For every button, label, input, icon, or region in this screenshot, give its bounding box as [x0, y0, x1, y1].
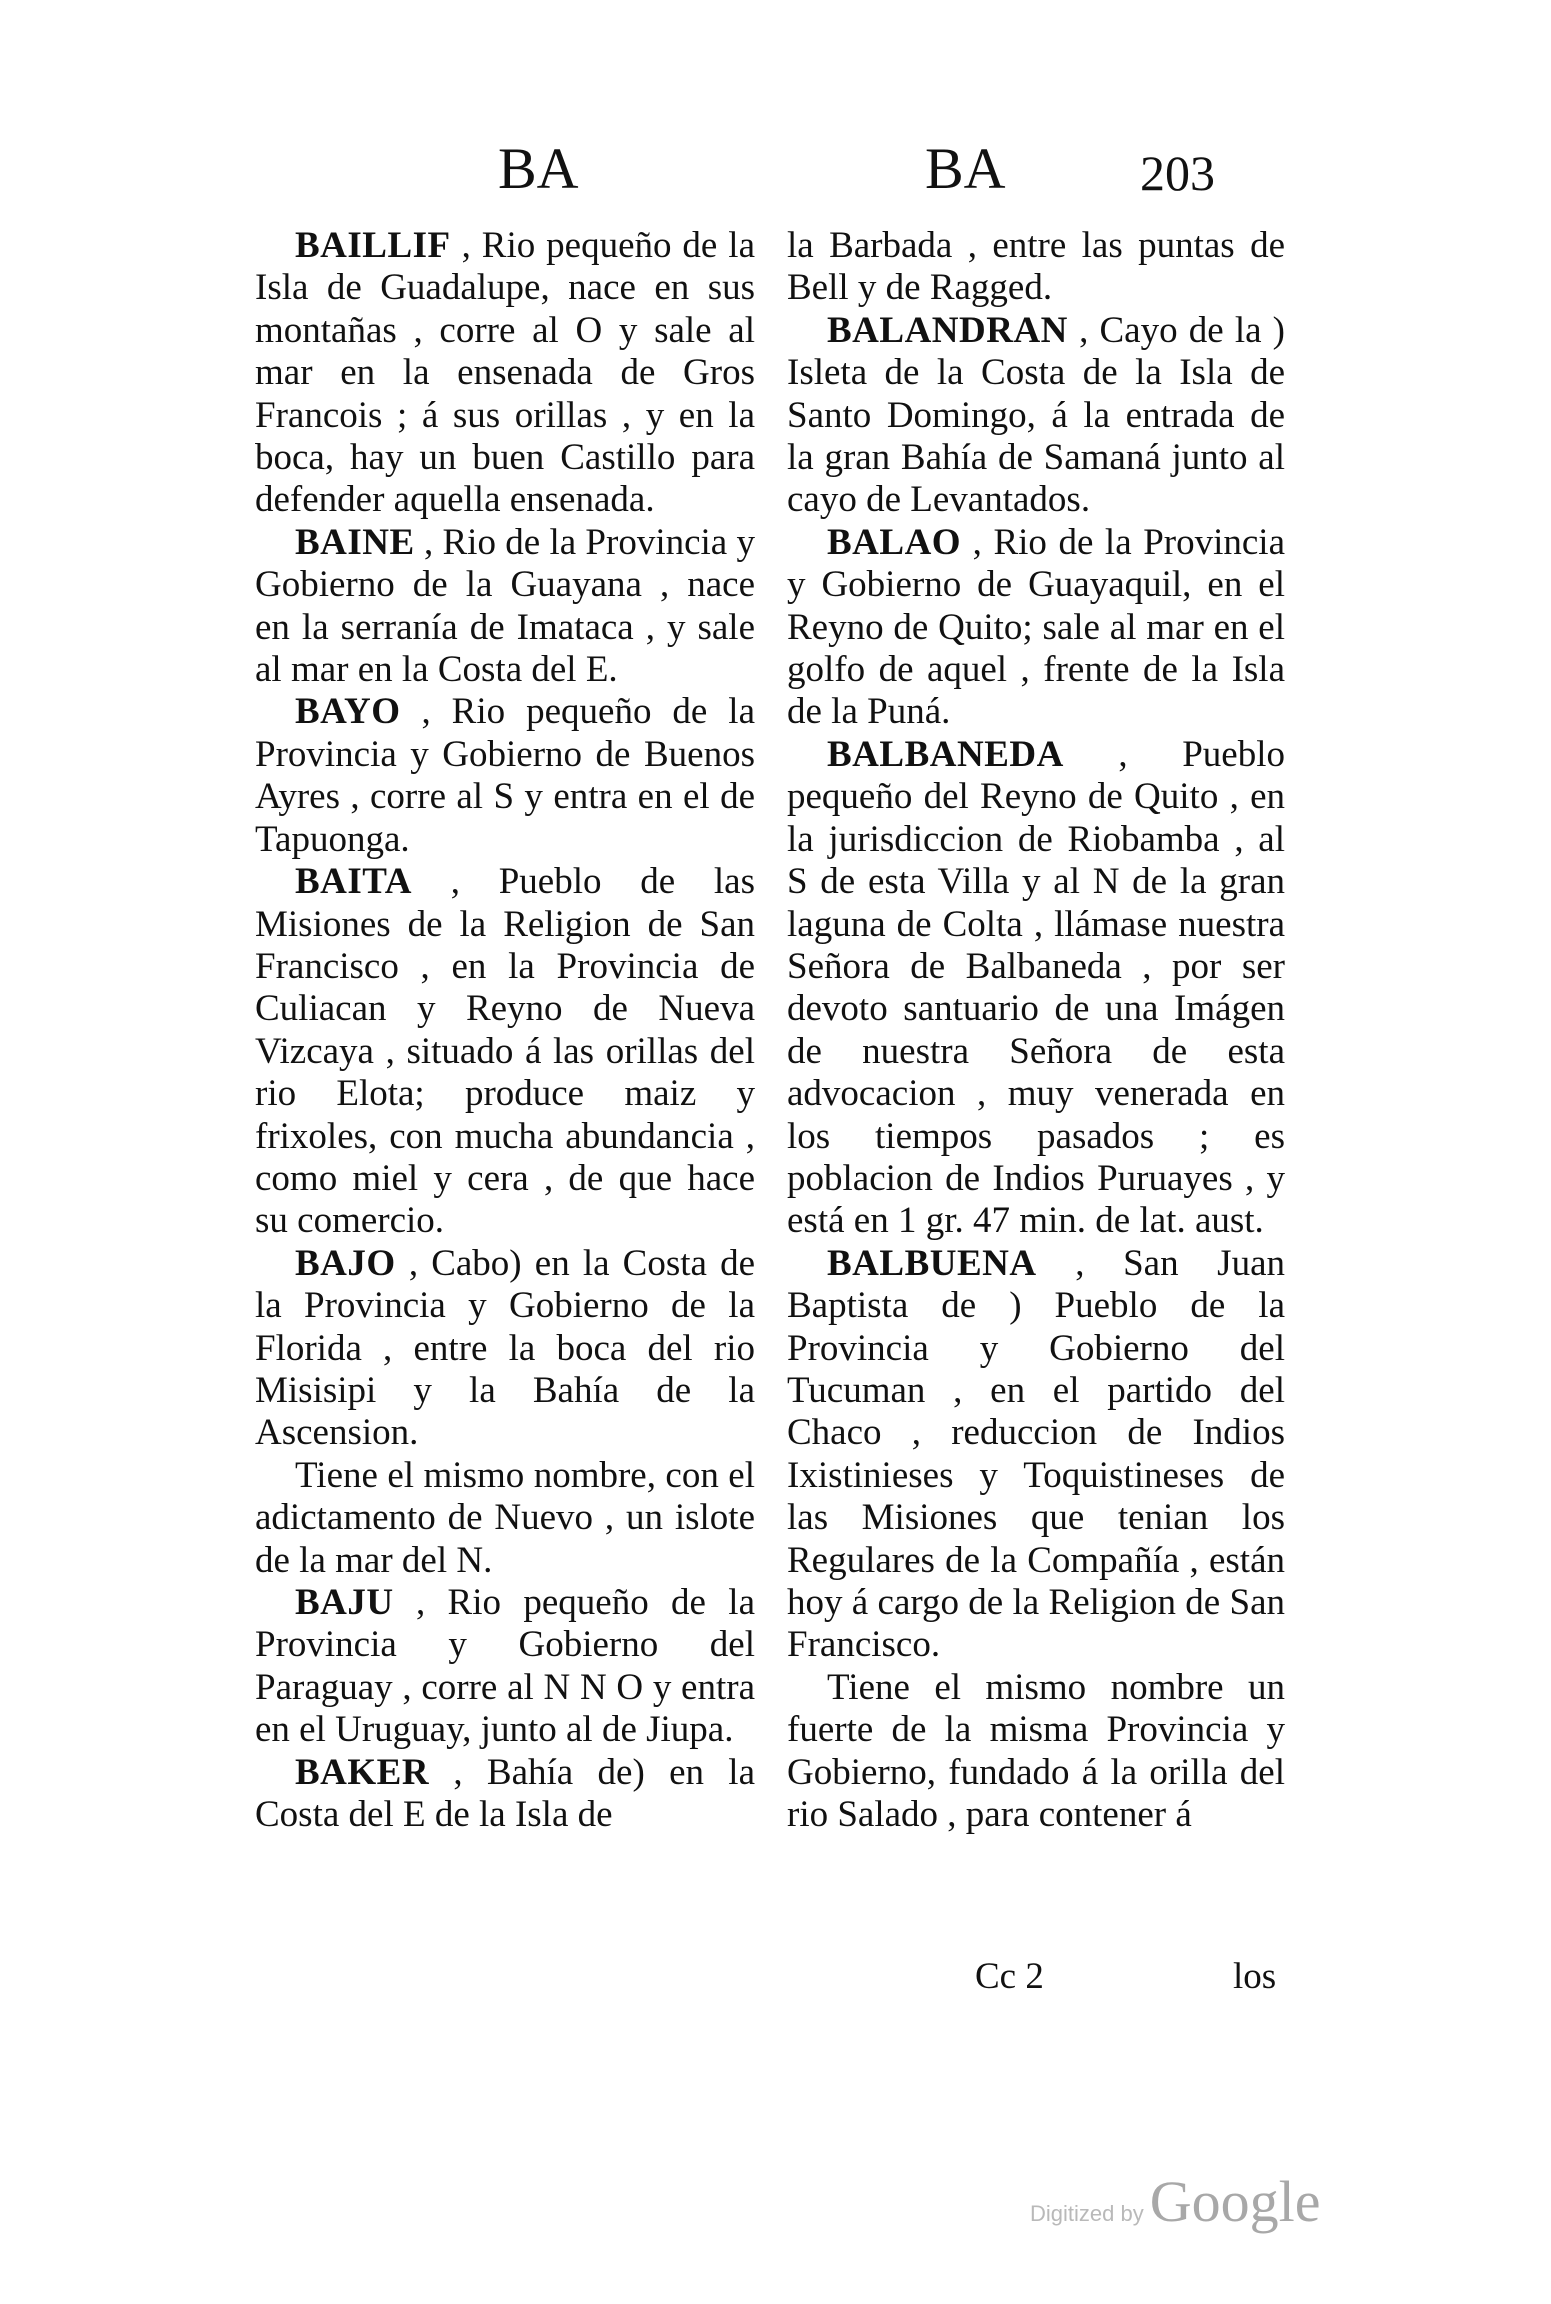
entry-headword: BAYO — [295, 691, 401, 733]
entry-baita — [255, 861, 755, 1243]
entry-text: , San Juan Baptista de ) Pueblo de la Provincia y Gobierno del Tucuman , en el partido del Chaco , reduccion de Indios Ixistinieses y Toquistineses de las Misiones que tenian los Regulares de la Compañía , están hoy á cargo de la Religion de San Francisco. — [787, 1242, 1285, 1666]
entry-balao — [787, 522, 1285, 734]
left-column — [255, 225, 755, 1836]
entry-balandran — [787, 310, 1285, 522]
entry-text: , Rio pequeño de la Provincia y Gobierno de Buenos Ayres , corre al S y entra en el de Tapuonga. — [255, 691, 755, 860]
entry-baju — [255, 1582, 755, 1752]
entry-headword: BAKER — [295, 1751, 430, 1793]
right-column — [787, 225, 1285, 1836]
watermark-prefix: Digitized by — [1030, 2201, 1144, 2226]
entry-bajo — [255, 1243, 755, 1455]
running-head-right: BA — [925, 136, 1006, 201]
entry-text: , Pueblo de las Misiones de la Religion de San Francisco , en la Provincia de Culiacan y Reyno de Nueva Vizcaya , situado á las orillas del rio Elota; produce maiz y frixoles, con mucha abundancia , como miel y cera , de que hace su comercio. — [255, 861, 755, 1242]
entry-baine — [255, 522, 755, 692]
entry-headword: BAJU — [295, 1582, 394, 1623]
entry-text: , Pueblo pequeño del Reyno de Quito , en la jurisdiccion de Riobamba , al S de esta Villa y al N de la gran laguna de Colta , llámase nuestra Señora de Balbaneda , por ser devoto santuario de una Imágen de nuestra Señora de esta advocacion , muy venerada en los tiempos pasados ; es poblacion de Indios Puruayes , y está en 1 gr. 47 min. de lat. aust. — [787, 733, 1285, 1242]
google-logo: Google — [1149, 2169, 1321, 2234]
entry-bajo-addendum — [255, 1455, 755, 1582]
entry-text: Tiene el mismo nombre, con el adictamento de Nuevo , un islote de la mar del N. — [255, 1454, 755, 1581]
entry-headword: BALBUENA — [827, 1242, 1037, 1284]
entry-text: la Barbada , entre las puntas de Bell y de Ragged. — [787, 225, 1285, 309]
entry-headword: BAINE — [295, 521, 415, 563]
entry-baker — [255, 1752, 755, 1837]
entry-headword: BALANDRAN — [827, 309, 1068, 351]
entry-headword: BALBANEDA — [827, 733, 1064, 775]
entry-headword: BAILLIF — [295, 225, 451, 266]
entry-headword: BAJO — [295, 1242, 396, 1284]
entry-baker-continued — [787, 225, 1285, 310]
entry-text: , Cayo de la ) Isleta de la Costa de la Isla de Santo Domingo, á la entrada de la gran Bahía de Samaná junto al cayo de Levantados. — [787, 309, 1285, 521]
entry-text: , Cabo) en la Costa de la Provincia y Gobierno de la Florida , entre la boca del rio Misisipi y la Bahía de la Ascension. — [255, 1242, 755, 1454]
entry-text: , Bahía de) en la Costa del E de la Isla de — [255, 1751, 755, 1836]
digitized-by-watermark — [1030, 2168, 1320, 2235]
entry-headword: BALAO — [827, 521, 962, 563]
entry-text: Tiene el mismo nombre un fuerte de la misma Provincia y Gobierno, fundado á la orilla del rio Salado , para contener á — [787, 1666, 1285, 1836]
signature-mark: Cc 2 — [975, 1956, 1044, 1997]
entry-text: , Rio pequeño de la Isla de Guadalupe, nace en sus montañas , corre al O y sale al mar en la ensenada de Gros Francois ; á sus orillas , y en la boca, hay un buen Castillo para defender aquella ensenada. — [255, 225, 755, 521]
entry-text: , Rio de la Provincia y Gobierno de Guayaquil, en el Reyno de Quito; sale al mar en el golfo de aquel , frente de la Isla de la Puná. — [787, 521, 1285, 733]
entry-text: , Rio de la Provincia y Gobierno de la Guayana , nace en la serranía de Imataca , y sale al mar en la Costa del E. — [255, 521, 755, 691]
entry-bayo — [255, 691, 755, 861]
entry-text: , Rio pequeño de la Provincia y Gobierno del Paraguay , corre al N N O y entra en el Uruguay, junto al de Jiupa. — [255, 1582, 755, 1751]
entry-headword: BAITA — [295, 861, 412, 903]
entry-balbaneda — [787, 734, 1285, 1243]
page-number: 203 — [1140, 145, 1215, 201]
entry-balbuena — [787, 1243, 1285, 1667]
catchword: los — [1233, 1956, 1277, 1997]
running-head-left: BA — [498, 136, 579, 201]
entry-balbuena-addendum — [787, 1667, 1285, 1837]
entry-baillif — [255, 225, 755, 522]
